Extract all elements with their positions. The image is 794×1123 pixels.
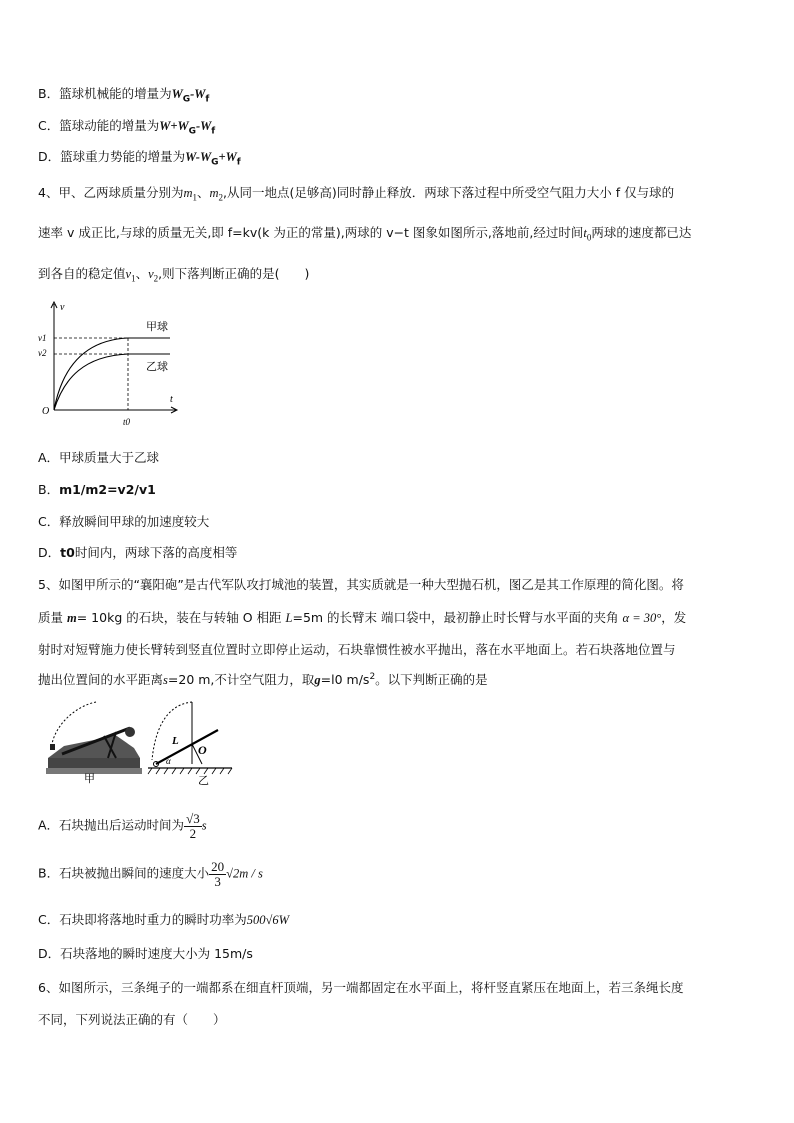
q5-stem-line4: 抛出位置间的水平距离s=20 m,不计空气阻力，取g=l0 $m/s^2$。以下判断正确的是 <box>38 671 488 687</box>
q5-figure-yi <box>146 698 236 786</box>
graph-curve1-label: 甲球 <box>146 320 168 333</box>
graph-v-label: v <box>60 302 65 313</box>
q5-option-c: C．石块即将落地时重力的瞬时功率为500√6W <box>38 912 290 927</box>
q4-stem-line2: 速率 v 成正比,与球的质量无关,即 f=kv(k 为正的常量),两球的 v−t 图象如图所示,落地前,经过时间$t_0$两球的速度都已达 <box>38 225 692 243</box>
graph-origin: O <box>42 406 50 417</box>
q4-option-c: C．释放瞬间甲球的加速度较大 <box>38 514 210 529</box>
q4-vt-graph <box>34 298 184 430</box>
q5-stem-line2: 质量 m= 10kg 的石块，装在与转轴 O 相距 L=5m 的长臂末 端口袋中，最初静止时长臂与水平面的夹角 α = 30°，发 <box>38 610 687 625</box>
q5-b-fraction: $\frac{20}{3}$ <box>211 859 225 889</box>
q5-option-a: A．石块抛出后运动时间为 $\frac{√3}{2}$ s <box>38 811 207 841</box>
fig-yi-alpha: α <box>166 756 171 766</box>
q4-option-b: B．m1/m2=v2/v1 <box>38 482 156 497</box>
q3-option-d: D．篮球重力势能的增量为$W-W_G+W_f$ <box>38 149 241 168</box>
fig-yi-O: O <box>198 743 207 757</box>
q5-stem-line3: 射时对短臂施力使长臂转到竖直位置时立即停止运动，石块靠惯性被水平抛出，落在水平地面上。若石块落地位置与 <box>38 642 676 657</box>
graph-v1-label: v1 <box>38 333 47 343</box>
q6-stem-line2: 不同，下列说法正确的有（ ） <box>38 1012 226 1027</box>
q3-option-c: C．篮球动能的增量为$W+W_G-W_f$ <box>38 118 216 137</box>
q5-figure-jia <box>44 696 144 784</box>
q4-stem-line3: 到各自的稳定值$v_1$、$v_2$,则下落判断正确的是( ) <box>38 266 310 284</box>
graph-curve2-label: 乙球 <box>146 360 168 373</box>
graph-t-label: t <box>170 394 173 405</box>
fig-yi-L: L <box>172 735 179 747</box>
q5-option-d: D．石块落地的瞬时速度大小为 15m/s <box>38 946 253 961</box>
fig-jia-label: 甲 <box>84 772 95 784</box>
q5-a-fraction: $\frac{√3}{2}$ <box>186 811 200 841</box>
q3-option-b: B．篮球机械能的增量为$W_G-W_f$ <box>38 86 210 105</box>
curve-jia <box>54 338 170 410</box>
q4-stem-line1: 4、甲、乙两球质量分别为$m_1$、$m_2$,从同一地点(足够高)同时静止释放．两球下落过程中所受空气阻力大小 f 仅与球的 <box>38 185 675 203</box>
fig-yi-label: 乙 <box>198 774 209 786</box>
q6-stem-line1: 6、如图所示，三条绳子的一端都系在细直杆顶端，另一端都固定在水平面上，将杆竖直紧压在地面上，若三条绳长度 <box>38 980 684 995</box>
q5-stem-line1: 5、如图甲所示的“襄阳砲”是古代军队攻打城池的装置，其实质就是一种大型抛石机，图乙是其工作原理的简化图。将 <box>38 577 684 592</box>
graph-t0-label: t0 <box>123 417 131 427</box>
graph-v2-label: v2 <box>38 348 47 358</box>
q5-option-b: B．石块被抛出瞬间的速度大小 $\frac{20}{3}$ √2m / s <box>38 859 263 889</box>
q4-option-d: D．t0时间内，两球下落的高度相等 <box>38 545 238 560</box>
q4-option-a: A．甲球质量大于乙球 <box>38 450 160 465</box>
